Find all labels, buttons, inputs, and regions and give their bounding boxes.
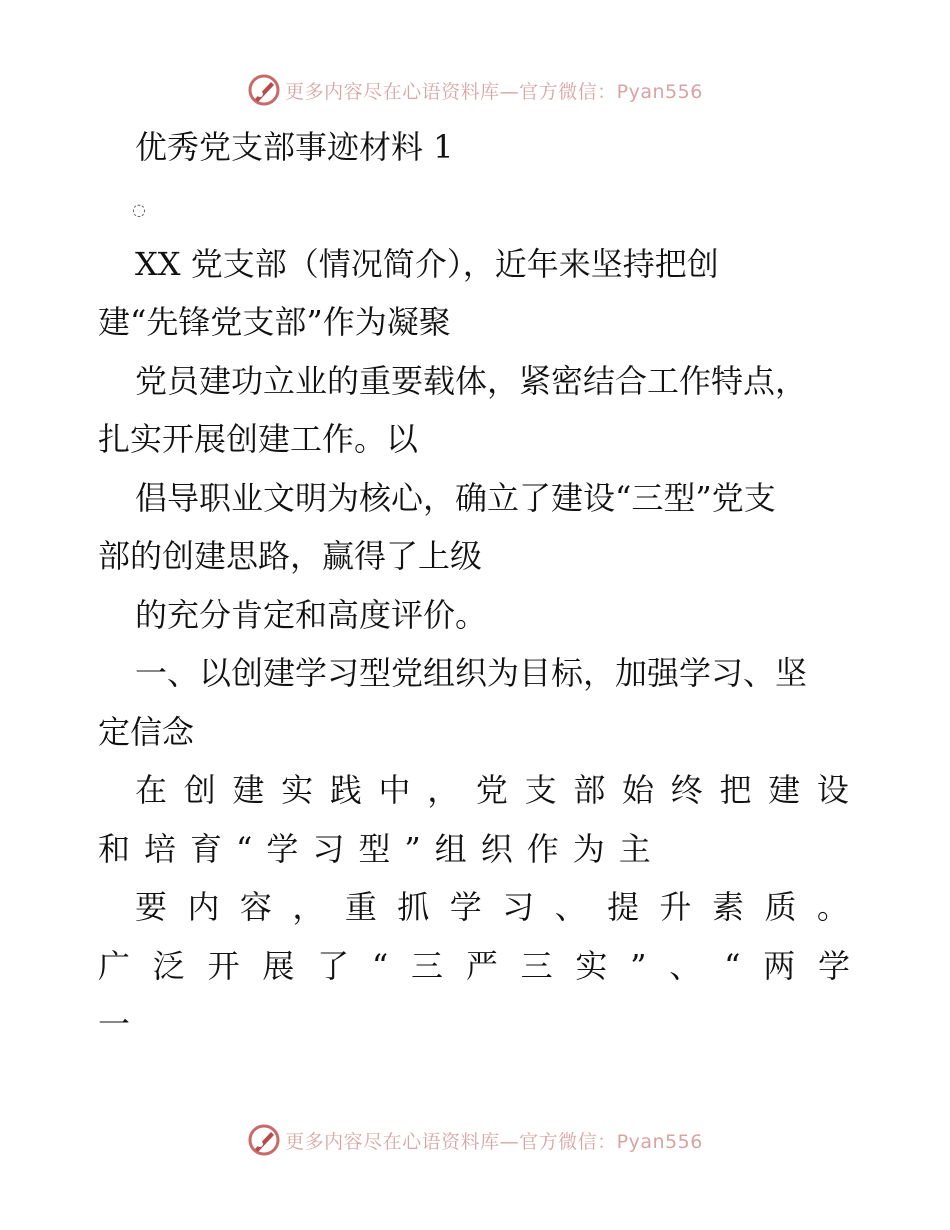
body-line: 扎实开展创建工作。以 <box>98 420 419 458</box>
body-line: 部的创建思路，赢得了上级 <box>98 537 483 575</box>
line-character: 学 <box>817 947 850 985</box>
line-character: 泛 <box>152 947 185 985</box>
line-character: 中 <box>378 771 411 809</box>
line-character: 开 <box>207 947 240 985</box>
line-character: 党 <box>475 771 508 809</box>
line-character: 。 <box>816 888 849 926</box>
line-character: 严 <box>465 947 498 985</box>
body-line-justified <box>98 946 850 986</box>
line-character: 两 <box>763 947 796 985</box>
line-character: 践 <box>329 771 362 809</box>
line-character: ， <box>427 771 460 809</box>
line-character: 三 <box>520 947 553 985</box>
line-character: 容 <box>239 888 272 926</box>
line-character: 实 <box>281 771 314 809</box>
line-character: 习 <box>502 888 535 926</box>
line-character: 、 <box>554 888 587 926</box>
line-character: 学 <box>449 888 482 926</box>
footer-banner <box>0 1122 950 1158</box>
line-character: ， <box>292 888 325 926</box>
body-line: 倡导职业文明为核心，确立了建设“三型”党支 <box>135 479 776 517</box>
footer-banner-text: 更多内容尽在心语资料库—官方微信：Pyan556 <box>285 1130 703 1153</box>
line-character: 创 <box>183 771 216 809</box>
body-line-justified <box>135 887 849 927</box>
line-character: 了 <box>317 947 350 985</box>
line-character: 升 <box>659 888 692 926</box>
line-character: 抓 <box>397 888 430 926</box>
line-character: 要 <box>135 888 168 926</box>
body-line: 党员建功立业的重要载体，紧密结合工作特点， <box>135 362 808 400</box>
line-character: 在 <box>135 771 168 809</box>
line-character: 内 <box>187 888 220 926</box>
line-character: 终 <box>670 771 703 809</box>
line-character: ” <box>630 947 647 985</box>
line-character: “ <box>724 947 741 985</box>
line-character: “ <box>371 947 389 985</box>
line-character: 提 <box>607 888 640 926</box>
line-character: 建 <box>768 771 801 809</box>
body-line: 一 <box>98 1005 131 1043</box>
pen-seal-icon <box>247 73 281 107</box>
paragraph-mark: ◌ <box>132 200 146 219</box>
line-character: 始 <box>622 771 655 809</box>
header-banner <box>0 72 950 108</box>
line-character: 广 <box>98 947 131 985</box>
body-line: 和培育“学习型”组织作为主 <box>98 830 665 868</box>
body-line: 的充分肯定和高度评价。 <box>135 596 488 634</box>
line-character: 实 <box>575 947 608 985</box>
line-character: 把 <box>719 771 752 809</box>
document-title: 优秀党支部事迹材料 1 <box>135 128 454 166</box>
body-line: XX 党支部（情况简介），近年来坚持把创 <box>135 245 719 283</box>
line-character: 设 <box>816 771 849 809</box>
section-heading: 一、以创建学习型党组织为目标，加强学习、坚 <box>135 654 808 692</box>
line-character: 建 <box>232 771 265 809</box>
section-heading-cont: 定信念 <box>98 713 195 751</box>
line-character: 素 <box>711 888 744 926</box>
line-character: 三 <box>411 947 444 985</box>
pen-seal-icon <box>247 1123 281 1157</box>
line-character: 、 <box>669 947 702 985</box>
line-character: 支 <box>524 771 557 809</box>
body-line: 建“先锋党支部”作为凝聚 <box>98 303 451 341</box>
line-character: 展 <box>262 947 295 985</box>
line-character: 部 <box>573 771 606 809</box>
line-character: 重 <box>344 888 377 926</box>
body-line-justified <box>135 770 849 810</box>
line-character: 质 <box>764 888 797 926</box>
header-banner-text: 更多内容尽在心语资料库—官方微信：Pyan556 <box>285 80 703 103</box>
